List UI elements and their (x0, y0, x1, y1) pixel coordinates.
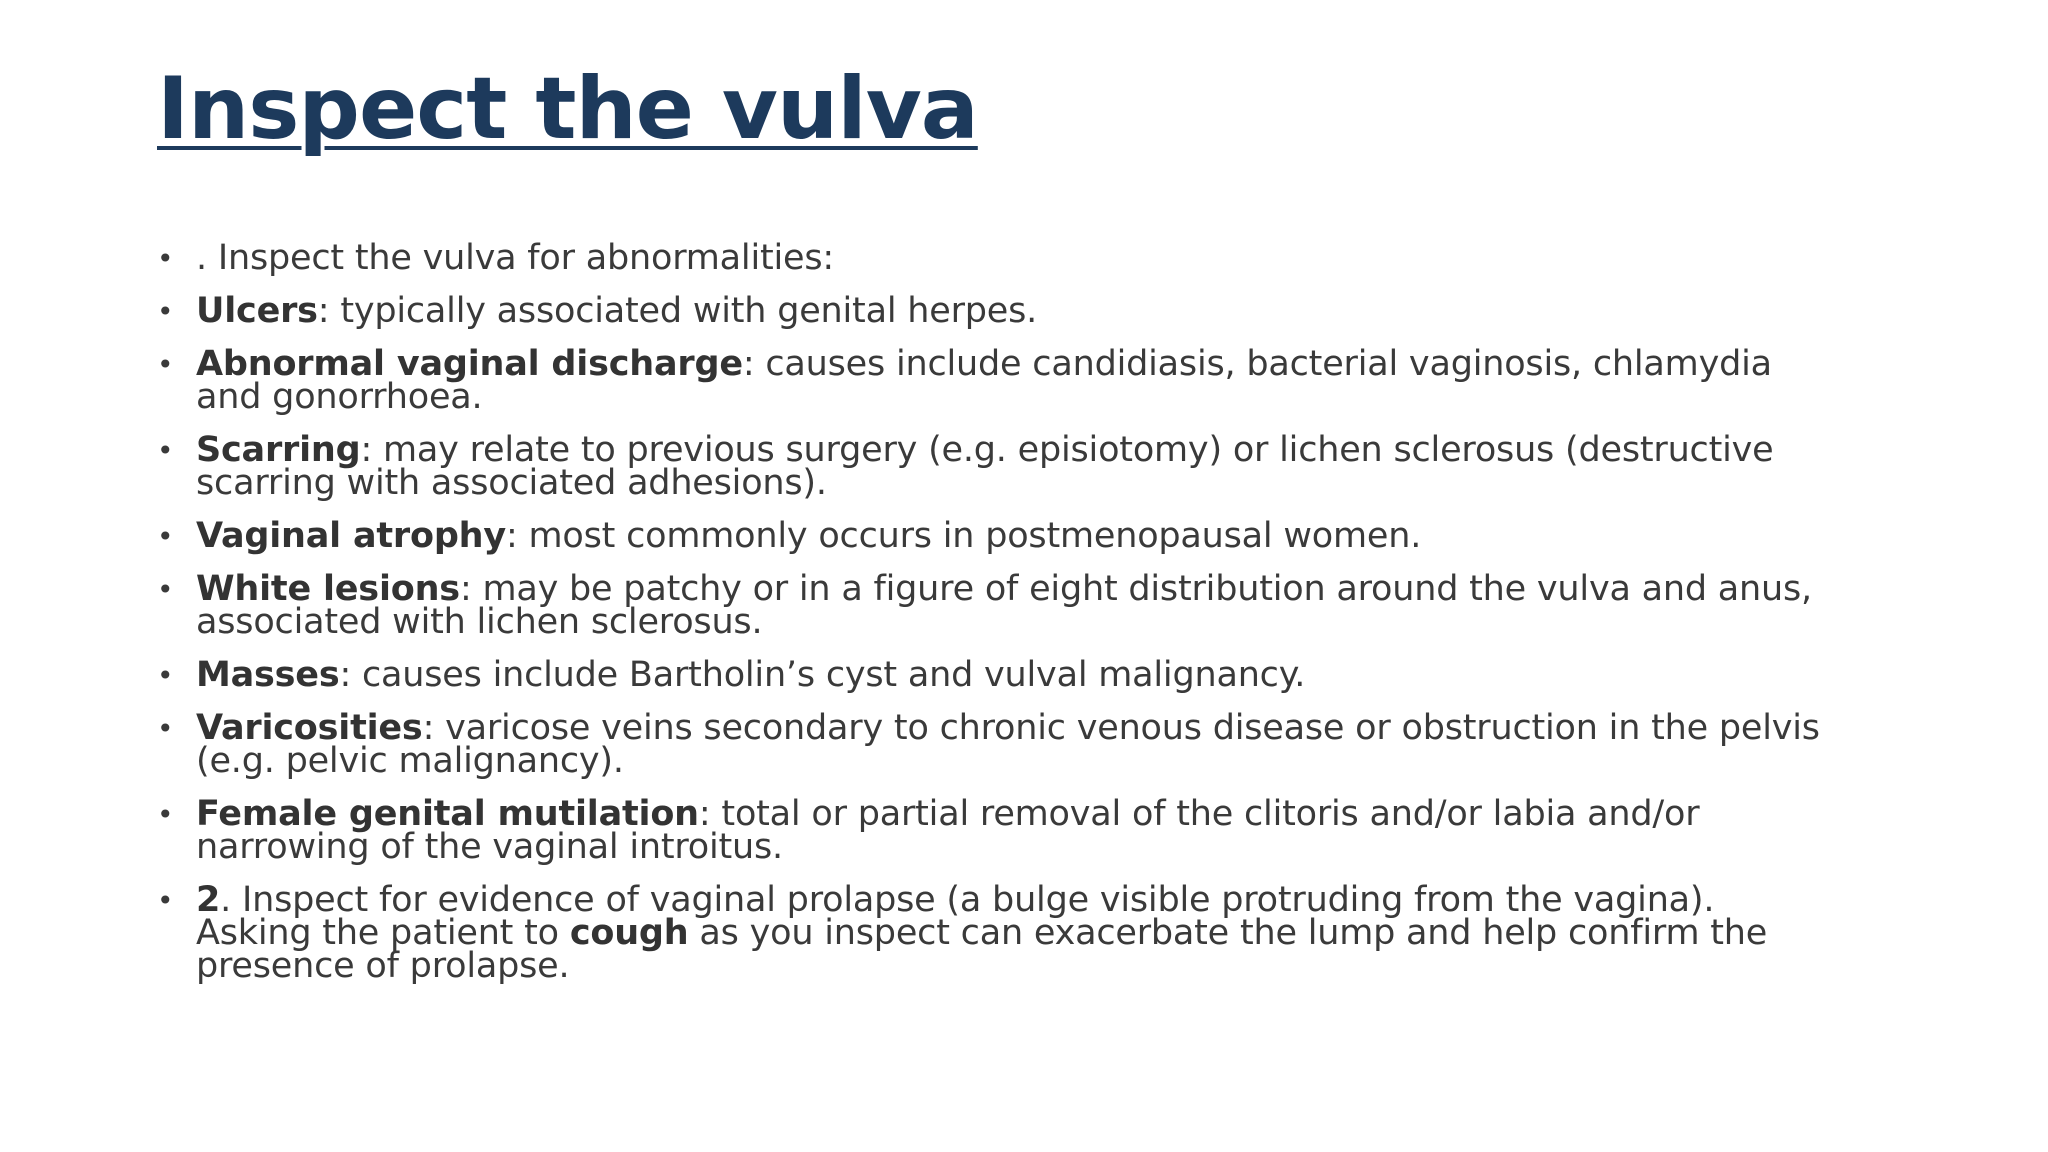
list-item (157, 708, 1837, 781)
bullet-icon: • (157, 884, 174, 917)
bullet-icon: • (157, 520, 174, 553)
bullet-icon: • (157, 434, 174, 467)
item-text: : typically associated with genital herpes. (317, 291, 1038, 331)
item-text: : may relate to previous surgery (e.g. episiotomy) or lichen sclerosus (destructive scarring with associated adhesions). (196, 430, 1774, 503)
bullet-icon: • (157, 798, 174, 831)
item-term: Abnormal vaginal discharge (196, 344, 743, 384)
item-text: : causes include candidiasis, bacterial vaginosis, chlamydia and gonorrhoea. (196, 344, 1772, 417)
bullet-list (157, 238, 1837, 1003)
list-item (157, 516, 1837, 556)
item-term: White lesions (196, 569, 460, 609)
bullet-icon: • (157, 573, 174, 606)
item-text-continued: as you inspect can exacerbate the lump and help confirm the presence of prolapse. (196, 913, 1768, 986)
list-item (157, 238, 1837, 278)
list-item (157, 794, 1837, 867)
list-item (157, 430, 1837, 503)
bullet-icon: • (157, 295, 174, 328)
bullet-icon: • (157, 242, 174, 275)
list-item (157, 655, 1837, 695)
item-text: . Inspect the vulva for abnormalities: (196, 238, 834, 278)
item-term: 2 (196, 880, 221, 920)
item-text: : total or partial removal of the clitoris and/or labia and/or narrowing of the vaginal introitus. (196, 794, 1700, 867)
item-term: Ulcers (196, 291, 318, 331)
item-text: . Inspect for evidence of vaginal prolapse (a bulge visible protruding from the vagina). Asking the patient to (196, 880, 1715, 953)
slide-title: Inspect the vulva (157, 59, 978, 159)
list-item (157, 344, 1837, 417)
item-term: Scarring (196, 430, 361, 470)
item-term: Varicosities (196, 708, 423, 748)
item-text: : may be patchy or in a figure of eight distribution around the vulva and anus, associated with lichen sclerosus. (196, 569, 1812, 642)
item-text: : most commonly occurs in postmenopausal women. (506, 516, 1422, 556)
bullet-icon: • (157, 659, 174, 692)
item-text: : varicose veins secondary to chronic venous disease or obstruction in the pelvis (e.g. pelvic malignancy). (196, 708, 1820, 781)
item-term: Vaginal atrophy (196, 516, 507, 556)
bullet-icon: • (157, 348, 174, 381)
item-term-cough: cough (569, 913, 689, 953)
item-text: : causes include Bartholin’s cyst and vulval malignancy. (339, 655, 1306, 695)
item-term: Female genital mutilation (196, 794, 699, 834)
item-term: Masses (196, 655, 340, 695)
bullet-icon: • (157, 712, 174, 745)
list-item (157, 569, 1837, 642)
list-item (157, 291, 1837, 331)
list-item (157, 880, 1837, 986)
